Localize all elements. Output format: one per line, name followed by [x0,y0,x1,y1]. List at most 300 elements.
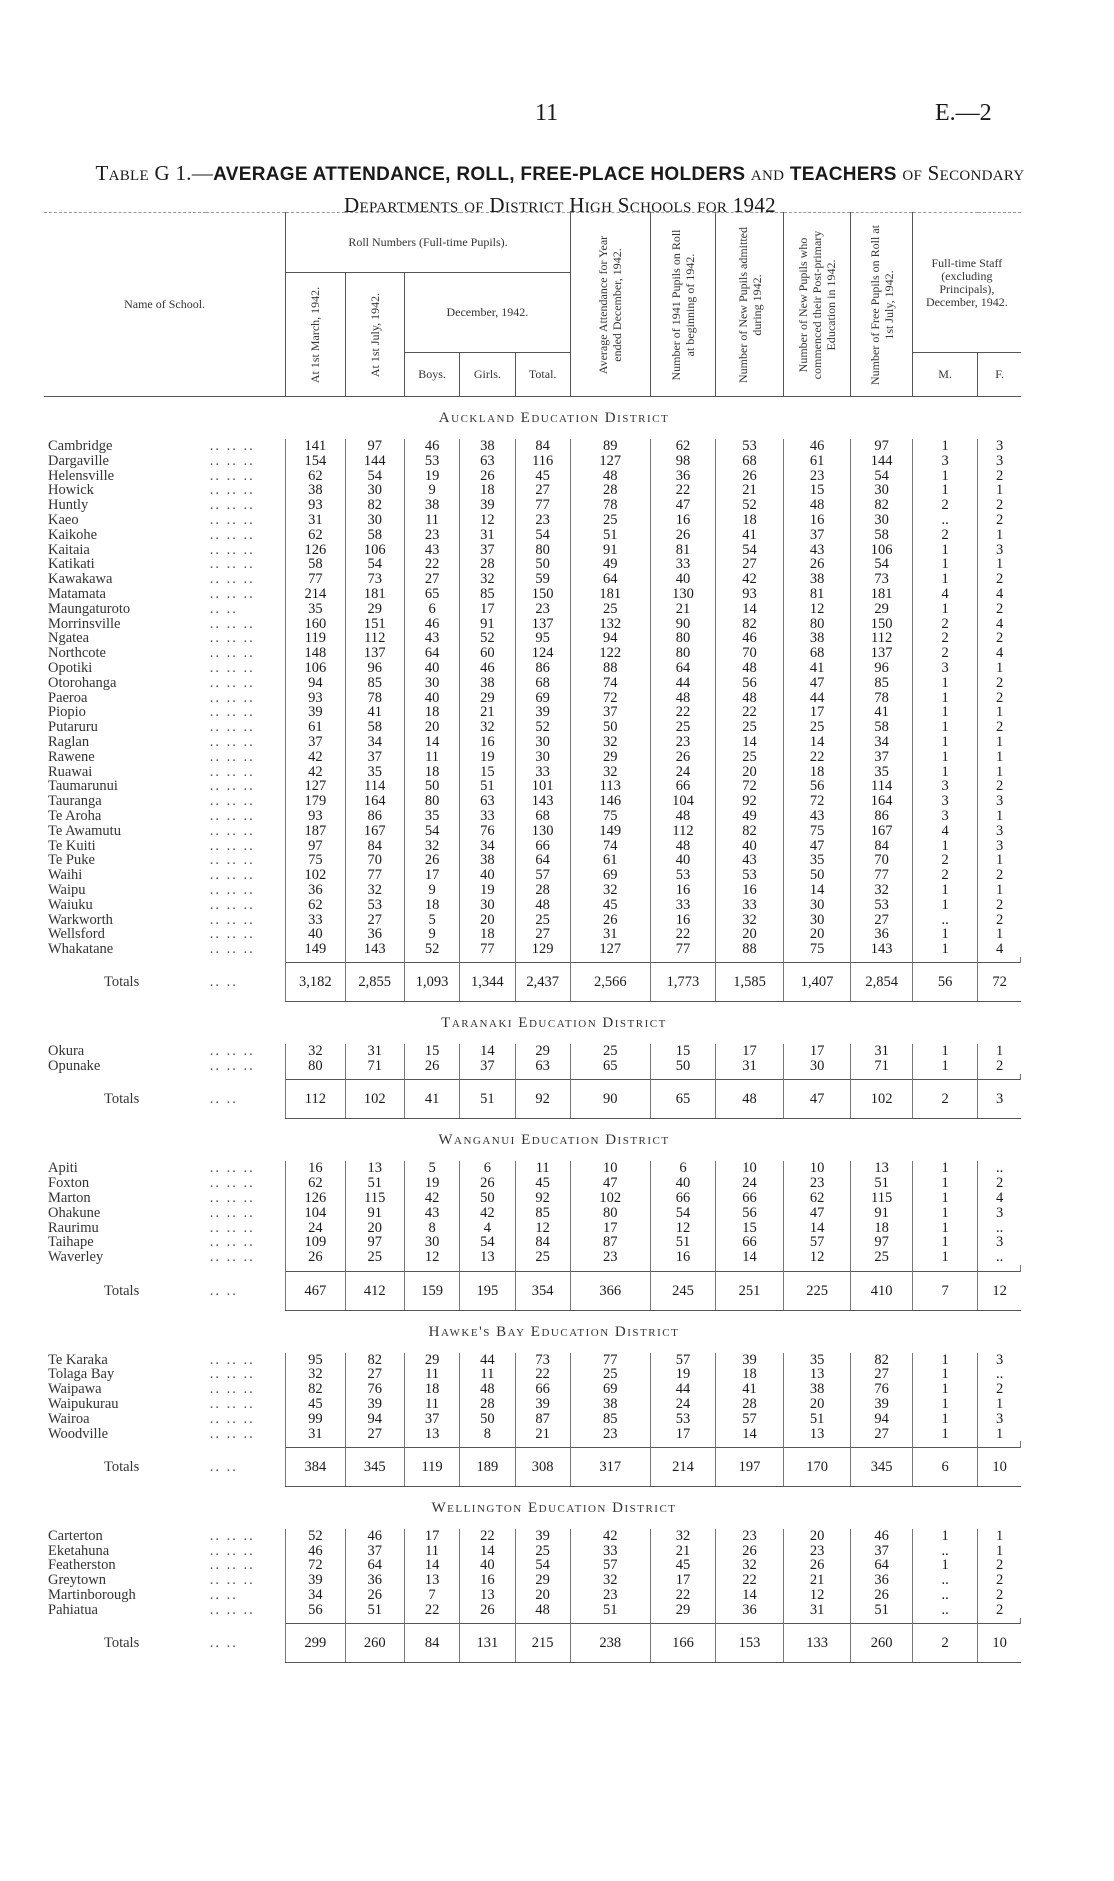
table-cell: 1 [978,705,1021,720]
table-row [44,1558,1064,1573]
totals-row [44,1624,1064,1663]
table-cell: 21 [650,602,716,617]
table-cell: 1 [912,927,978,942]
leader-dots: .. .. .. [209,868,255,883]
table-cell: .. [978,1221,1021,1236]
school-name: Waverley [48,1250,104,1266]
table-cell: 54 [404,824,459,839]
table-cell: 32 [460,572,515,587]
totals-cell: 48 [716,1080,784,1119]
table-cell: 12 [783,602,851,617]
table-cell: 73 [515,1353,570,1368]
table-cell: 31 [783,1603,851,1618]
table-cell: 22 [650,483,716,498]
table-cell: 12 [404,1250,459,1265]
table-cell: 109 [286,1235,345,1250]
table-cell: 3 [978,1353,1021,1368]
title-line-1 [40,158,1080,190]
table-row [44,794,1064,809]
table-cell: 16 [716,883,784,898]
table-cell: 11 [460,1367,515,1382]
totals-cell: 1,773 [650,963,716,1002]
header-march-text: At 1st March, 1942. [308,286,323,383]
table-cell: 58 [286,557,345,572]
totals-cell: 2 [912,1624,978,1663]
totals-cell: 47 [783,1080,851,1119]
table-cell: 68 [515,676,570,691]
table-row [44,1044,1064,1059]
table-cell: 11 [515,1161,570,1176]
totals-cell: 2,437 [515,963,570,1002]
table-cell: 10 [783,1161,851,1176]
school-name: Opotiki [48,660,93,676]
table-cell: 86 [851,809,912,824]
table-cell: 38 [783,631,851,646]
table-cell: 45 [515,1176,570,1191]
table-cell: 30 [851,483,912,498]
table-cell: .. [978,1250,1021,1265]
table-cell: 77 [345,868,404,883]
table-cell: 34 [345,735,404,750]
district-heading: Wanganui Education District [438,1132,670,1149]
table-cell: 52 [286,1529,345,1544]
table-cell: 2 [978,1573,1021,1588]
totals-row [44,1080,1064,1119]
table-cell: 43 [404,1206,459,1221]
table-row [44,1161,1064,1176]
table-cell: 9 [404,883,459,898]
table-cell: 1 [912,1367,978,1382]
table-cell: 84 [515,439,570,454]
totals-cell: 3,182 [286,963,345,1002]
table-cell: 48 [515,898,570,913]
table-cell: 2 [912,528,978,543]
totals-cell: 2,855 [345,963,404,1002]
table-cell: 1 [978,809,1021,824]
table-cell: 80 [650,631,716,646]
table-cell: 68 [716,454,784,469]
school-name: Wairoa [48,1411,90,1427]
table-cell: 78 [851,691,912,706]
table-cell: 15 [716,1221,784,1236]
table-cell: 47 [570,1176,650,1191]
table-row [44,661,1064,676]
table-cell: 11 [404,513,459,528]
table-cell: 47 [650,498,716,513]
totals-row [44,1271,1064,1310]
table-cell: 1 [912,750,978,765]
table-cell: 4 [912,587,978,602]
header-pupils-1941-text: Number of 1941 Pupils on Roll at beginning of 1942. [668,229,697,381]
table-row [44,1250,1064,1265]
totals-cell: 119 [404,1447,459,1486]
table-cell: 1 [978,927,1021,942]
spacer-cell [1021,1074,1064,1080]
table-cell: 23 [515,513,570,528]
table-row [44,1235,1064,1250]
table-cell: 2 [978,498,1021,513]
totals-cell: 159 [404,1271,459,1310]
table-cell: 94 [851,1412,912,1427]
leader-dots: .. .. .. [209,468,255,484]
header-girls: Girls. [460,353,515,397]
table-cell: 17 [460,602,515,617]
table-cell: 1 [978,661,1021,676]
table-cell: 1 [912,602,978,617]
table-row [44,1059,1064,1074]
header-pupils-1941 [650,213,716,397]
table-cell: 46 [460,661,515,676]
table-cell: 63 [460,794,515,809]
table-cell: 37 [851,1544,912,1559]
totals-cell: 131 [460,1624,515,1663]
table-cell: 53 [404,454,459,469]
table-cell: .. [912,513,978,528]
spacer-cell [1021,1441,1064,1447]
table-cell: 1 [912,1235,978,1250]
table-cell: 115 [345,1191,404,1206]
table-cell: 33 [570,1544,650,1559]
table-cell: 39 [286,705,345,720]
table-cell: 22 [650,705,716,720]
table-cell: 7 [404,1588,459,1603]
table-cell: 3 [912,809,978,824]
leader-dots: .. .. [209,1091,238,1108]
table-cell: 1 [912,469,978,484]
school-name: Ohakune [48,1205,101,1221]
table-cell: 16 [650,913,716,928]
table-row [44,1427,1064,1442]
table-cell: 50 [404,779,459,794]
table-cell: 31 [570,927,650,942]
table-cell: 89 [570,439,650,454]
table-cell: 32 [345,883,404,898]
table-cell: 97 [345,1235,404,1250]
table-cell: 85 [515,1206,570,1221]
table-cell: 1 [912,1161,978,1176]
totals-cell: 238 [570,1624,650,1663]
table-cell: 26 [286,1250,345,1265]
table-cell: 70 [851,853,912,868]
header-post-primary [783,213,851,397]
table-cell: 1 [912,1353,978,1368]
district-heading-row [44,1310,1064,1353]
totals-cell: 308 [515,1447,570,1486]
table-cell: 36 [851,927,912,942]
table-cell: 18 [783,765,851,780]
table-cell: 52 [515,720,570,735]
totals-cell: 72 [978,963,1021,1002]
totals-cell: 56 [912,963,978,1002]
table-cell: 51 [570,528,650,543]
table-cell: 38 [783,572,851,587]
table-cell: 39 [851,1397,912,1412]
table-cell: 37 [345,750,404,765]
table-cell: 126 [286,543,345,558]
table-cell: 40 [460,1558,515,1573]
table-cell: 20 [716,927,784,942]
table-cell: 3 [978,824,1021,839]
table-cell: 106 [286,661,345,676]
table-cell: 94 [570,631,650,646]
table-cell: 86 [515,661,570,676]
table-cell: 25 [716,750,784,765]
table-cell: 18 [851,1221,912,1236]
table-cell: 37 [570,705,650,720]
table-cell: 66 [515,839,570,854]
table-cell: 51 [460,779,515,794]
table-cell: 60 [460,646,515,661]
table-cell: 10 [570,1161,650,1176]
table-cell: 85 [851,676,912,691]
totals-cell: 102 [345,1080,404,1119]
table-cell: 52 [404,942,459,957]
table-row [44,1573,1064,1588]
table-cell: 46 [404,439,459,454]
table-cell: 30 [515,750,570,765]
table-cell: 1 [912,572,978,587]
table-cell: 82 [345,1353,404,1368]
school-name: Otorohanga [48,675,117,691]
school-name: Waihi [48,868,83,883]
table-row [44,1412,1064,1427]
leader-dots: .. .. .. [209,734,255,750]
table-cell: 28 [460,1397,515,1412]
table-row [44,1191,1064,1206]
table-cell: 6 [650,1161,716,1176]
table-cell: 32 [570,735,650,750]
table-cell: 18 [716,513,784,528]
totals-cell: 153 [716,1624,784,1663]
leader-dots: .. .. .. [209,720,255,735]
table-cell: 48 [460,1382,515,1397]
table-cell: 1 [912,1250,978,1265]
school-name: Waipukurau [48,1396,119,1412]
table-cell: 48 [650,809,716,824]
school-name: Tauranga [48,794,102,809]
table-cell: 122 [570,646,650,661]
table-cell: 75 [783,824,851,839]
table-cell: 11 [404,1367,459,1382]
table-cell: 20 [783,1529,851,1544]
table-cell: 85 [345,676,404,691]
table-cell: 1 [912,483,978,498]
leader-dots: .. .. .. [209,483,255,499]
table-cell: 49 [570,557,650,572]
header-full-time-staff: Full-time Staff (excluding Principals), December, 1942. [912,213,1021,353]
table-cell: 12 [460,513,515,528]
table-cell: 2 [912,868,978,883]
table-cell: 48 [515,1603,570,1618]
leader-dots: .. .. .. [209,794,255,809]
totals-cell: 112 [286,1080,345,1119]
table-cell: 17 [783,1044,851,1059]
table-row [44,705,1064,720]
table-cell: 51 [345,1176,404,1191]
table-row [44,1603,1064,1618]
table-cell: 28 [515,883,570,898]
leader-dots: .. .. .. [209,1573,255,1589]
table-cell: .. [912,1544,978,1559]
table-cell: 27 [851,1427,912,1442]
table-cell: 33 [460,809,515,824]
table-cell: 18 [460,483,515,498]
table-cell: 45 [286,1397,345,1412]
district-heading-row [44,1002,1064,1045]
school-name: Putaruru [48,720,98,735]
table-cell: 11 [404,1544,459,1559]
table-cell: 73 [851,572,912,587]
table-cell: 33 [650,557,716,572]
leader-dots: .. .. .. [209,1250,255,1266]
table-row [44,883,1064,898]
table-cell: 96 [345,661,404,676]
table-cell: 149 [570,824,650,839]
table-cell: 19 [460,750,515,765]
totals-cell: 170 [783,1447,851,1486]
table-cell: 4 [978,1191,1021,1206]
leader-dots: .. .. .. [209,557,255,573]
table-cell: 69 [515,691,570,706]
table-cell: 130 [650,587,716,602]
totals-cell: 384 [286,1447,345,1486]
table-cell: 18 [404,705,459,720]
table-cell: 54 [515,1558,570,1573]
table-cell: 77 [286,572,345,587]
table-cell: 86 [345,809,404,824]
school-name: Paeroa [48,690,88,706]
table-cell: 23 [570,1427,650,1442]
table-cell: 69 [570,868,650,883]
table-cell: 66 [650,779,716,794]
table-cell: 23 [783,1544,851,1559]
totals-cell: 354 [515,1271,570,1310]
table-cell: 93 [286,809,345,824]
table-cell: 26 [460,1603,515,1618]
table-cell: 26 [650,528,716,543]
totals-row [44,1447,1064,1486]
table-cell: 27 [404,572,459,587]
table-cell: 39 [515,1529,570,1544]
table-cell: 3 [912,661,978,676]
table-cell: 12 [515,1221,570,1236]
school-name: Waipawa [48,1382,102,1397]
table-cell: 64 [650,661,716,676]
totals-cell: 92 [515,1080,570,1119]
table-cell: 2 [978,1382,1021,1397]
school-name: Waipu [48,882,86,898]
leader-dots: .. .. [209,974,238,991]
table-cell: 48 [570,469,650,484]
table-row [44,1176,1064,1191]
table-cell: 14 [460,1544,515,1559]
school-name: Whakatane [48,942,114,957]
table-cell: 72 [570,691,650,706]
table-cell: 32 [286,1044,345,1059]
table-cell: 87 [570,1235,650,1250]
table-cell: 30 [783,1059,851,1074]
table-cell: 1 [978,750,1021,765]
table-cell: 48 [716,691,784,706]
table-cell: 1 [978,528,1021,543]
totals-cell: 299 [286,1624,345,1663]
table-cell: 59 [515,572,570,587]
table-cell: 106 [851,543,912,558]
leader-dots: .. .. .. [209,1396,255,1412]
table-cell: 14 [783,883,851,898]
table-cell: 16 [783,513,851,528]
table-cell: 82 [851,498,912,513]
table-cell: 24 [650,1397,716,1412]
table-cell: 151 [345,617,404,632]
table-row [44,779,1064,794]
leader-dots: .. .. .. [209,808,255,824]
table-cell: 31 [286,513,345,528]
table-row [44,824,1064,839]
table-cell: 50 [650,1059,716,1074]
spacer-cell [1021,1618,1064,1624]
table-cell: 54 [650,1206,716,1221]
school-name: Taihape [48,1235,94,1251]
leader-dots: .. .. .. [209,1382,255,1397]
table-cell: 30 [345,513,404,528]
school-name: Greytown [48,1573,106,1589]
totals-cell: 84 [404,1624,459,1663]
leader-dots: .. .. .. [209,897,255,913]
table-cell: .. [912,1588,978,1603]
table-cell: 65 [570,1059,650,1074]
table-cell: 6 [460,1161,515,1176]
table-cell: 75 [286,853,345,868]
table-cell: 2 [978,513,1021,528]
table-cell: 1 [912,1044,978,1059]
table-cell: 2 [912,853,978,868]
table-cell: 84 [515,1235,570,1250]
table-cell: 48 [650,839,716,854]
table-cell: .. [912,913,978,928]
table-cell: 54 [851,557,912,572]
table-cell: 1 [912,557,978,572]
table-cell: 70 [716,646,784,661]
table-cell: 35 [404,809,459,824]
table-cell: 130 [515,824,570,839]
table-cell: 38 [460,853,515,868]
table-cell: 14 [716,1250,784,1265]
table-cell: 3 [978,454,1021,469]
table-cell: 56 [783,779,851,794]
table-cell: 54 [345,557,404,572]
table-cell: 1 [912,1221,978,1236]
district-heading-row [44,1486,1064,1529]
totals-cell: 214 [650,1447,716,1486]
table-cell: 36 [716,1603,784,1618]
table-cell: 29 [515,1044,570,1059]
title-bold: AVERAGE ATTENDANCE, ROLL, FREE-PLACE HOLDERS [213,164,746,185]
title-line-2: Departments of District High Schools for 1942 [344,193,776,217]
table-cell: 13 [460,1250,515,1265]
table-cell: 1 [912,1427,978,1442]
spacer-cell [1021,957,1064,963]
table-cell: 62 [286,528,345,543]
table-cell: 102 [570,1191,650,1206]
leader-dots: .. .. .. [209,1059,255,1074]
table-cell: 57 [716,1412,784,1427]
table-cell: 31 [716,1059,784,1074]
table-cell: 52 [716,498,784,513]
header-total: Total. [515,353,570,397]
table-cell: 16 [460,735,515,750]
table-cell: 27 [716,557,784,572]
